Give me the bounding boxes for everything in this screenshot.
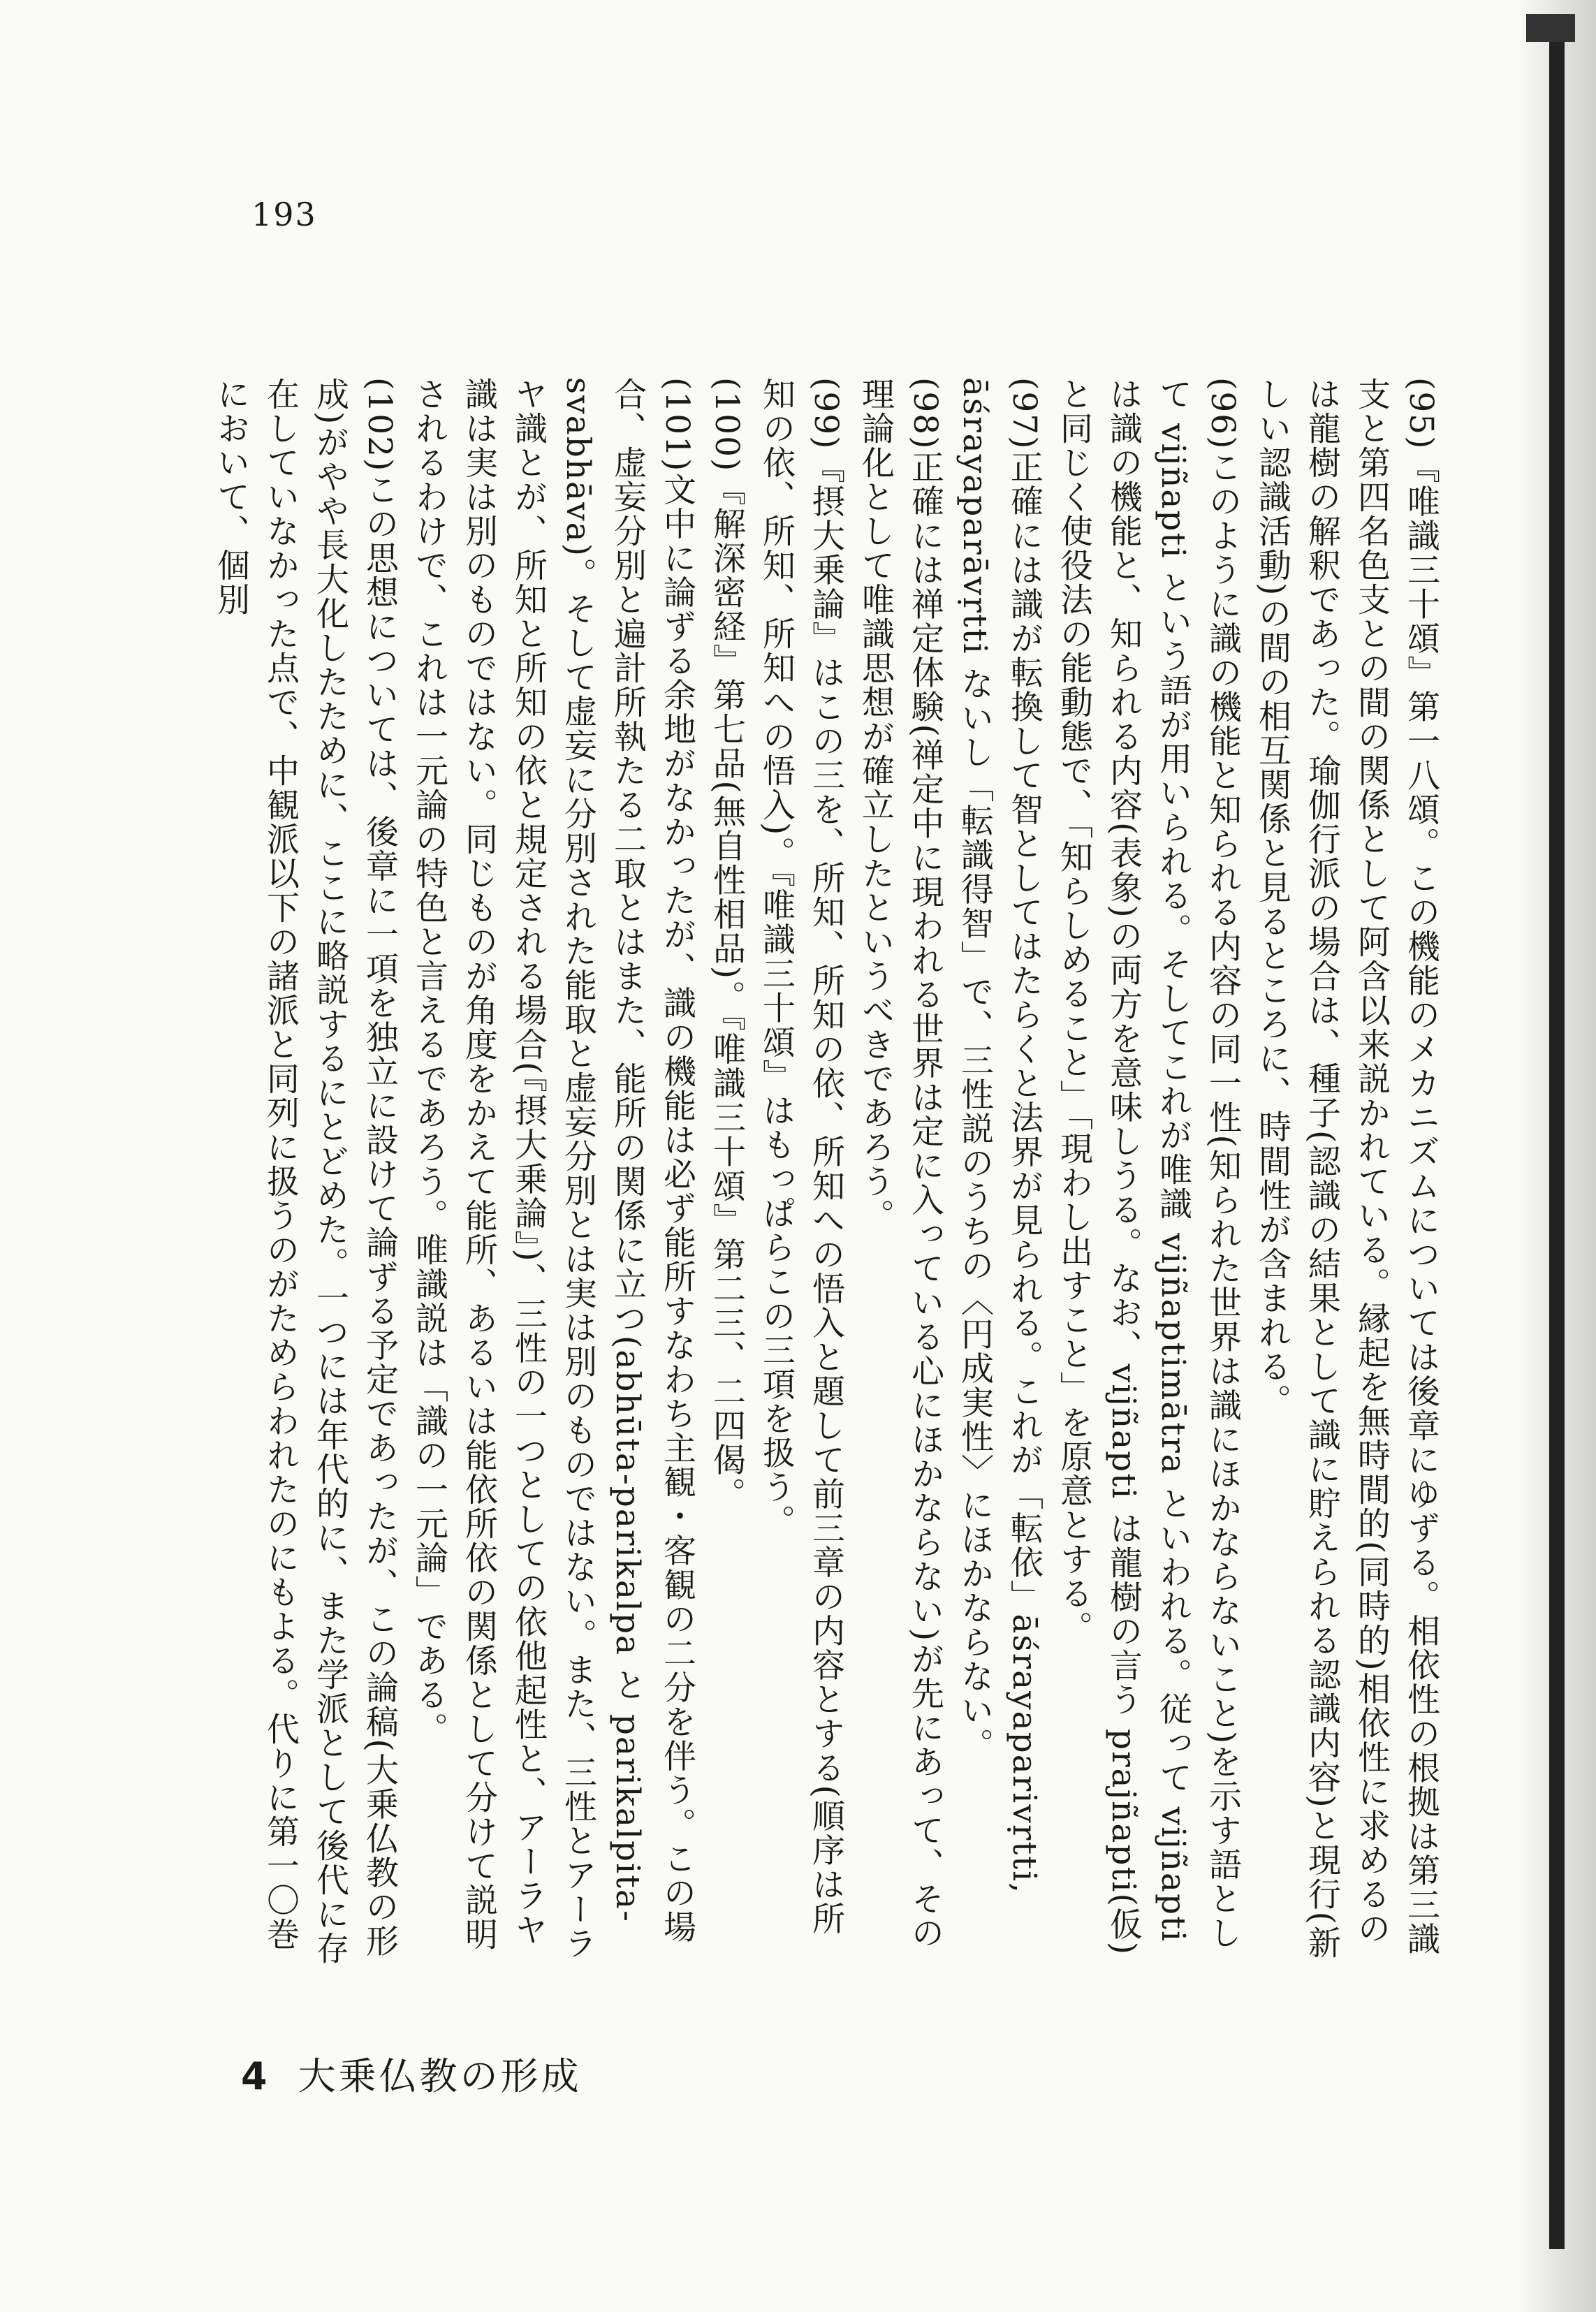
note-number: (97) (1005, 377, 1044, 451)
note-text: 『摂大乗論』はこの三を、所知、所知の依、所知への悟入と題して前三章の内容とする(順序は所知の依、所知、所知への悟入)。『唯識三十頌』はもっぱらこの三項を扱う。 (757, 377, 845, 1936)
book-spine-edge (1519, 0, 1596, 2312)
note-text: このように識の機能と知られる内容の同一性(知られた世界は識にほかならないこと)を示す語として vijñapti という語が用いられる。そしてこれが唯識 vijñaptimātra といわれる。従って vijñapti は識の機能と、知られる内容(表象)の両方を意味しうる。なお、vijñapti は龍樹の言う prajñapti(仮)と同じく使役法の能動態で、「知らしめること」「現わし出すこと」を原意とする。 (1055, 377, 1242, 1956)
note-number: (96) (1203, 377, 1242, 451)
note-text: 『解深密経』第七品(無自性相品)。『唯識三十頌』第二三、二四偈。 (708, 472, 746, 1512)
endnote-99 (752, 377, 851, 1970)
note-number: (99) (807, 377, 845, 451)
endnote-102 (210, 377, 404, 1970)
endnote-96 (1049, 377, 1247, 1970)
endnote-95 (1247, 377, 1446, 1970)
note-text: 正確には禅定体験(禅定中に現われる世界は定に入っている心にほかならない)が先にあって、その理論化として唯識思想が確立したというべきであろう。 (856, 377, 944, 1951)
endnote-100 (702, 377, 752, 1970)
note-text: 『唯識三十頌』第一八頌。この機能のメカニズムについては後章にゆずる。相依性の根拠は第三識支と第四名色支との間の関係として阿含以来説かれている。縁起を無時間的(同時的)相依性に求めるのは龍樹の解釈であった。瑜伽行派の場合は、種子(認識の結果として識に貯えられる認識内容)と現行(新しい認識活動)の間の相互関係と見るところに、時間性が含まれる。 (1253, 377, 1440, 1961)
chapter-title: 大乗仏教の形成 (298, 2054, 582, 2098)
note-number: (95) (1402, 377, 1440, 451)
note-number: (98) (906, 377, 944, 451)
note-text: 文中に論ずる余地がなかったが、識の機能は必ず能所すなわち主観・客観の二分を伴う。この場合、虚妄分別と遍計所執たる二取とはまた、能所の関係に立つ(abhūta-parikalpa と parikalpita-svabhāva)。そして虚妄に分別された能取と虚妄分別とは実は別のものではない。また、三性とアーラヤ識とが、所知と所知の依と規定される場合(『摂大乗論』)、三性の一つとしての依他起性と、アーラヤ識は実は別のものではない。同じものが角度をかえて能所、あるいは能依所依の関係として分けて説明されるわけで、これは一元論の特色と言えるであろう。唯識説は「識の一元論」である。 (410, 377, 696, 1961)
running-footer (241, 2047, 582, 2100)
page-number: 193 (251, 196, 317, 233)
note-text: この思想については、後章に一項を独立に設けて論ずる予定であったが、この論稿(大乗仏教の形成)がやや長大化したために、ここに略説するにとどめた。一つには年代的に、また学派として後代に存在していなかった点で、中観派以下の諸派と同列に扱うのがためらわれたのにもよる。代りに第一〇巻において、個別 (212, 377, 399, 1966)
note-text: 正確には識が転換して智としてはたらくと法界が見られる。これが「転依」āśrayaparivṛtti, āśrayaparāvṛtti ないし「転識得智」で、三性説のうちの〈円成実性〉にほかならない。 (956, 377, 1044, 1895)
chapter-number: 4 (241, 2054, 270, 2098)
note-number: (102) (360, 377, 399, 473)
endnote-97 (950, 377, 1049, 1970)
note-number: (100) (708, 377, 746, 473)
note-number: (101) (658, 377, 696, 473)
endnote-98 (851, 377, 950, 1970)
spine-cap (1526, 14, 1575, 42)
spine-shadow-bar (1549, 14, 1565, 2249)
endnote-101 (404, 377, 702, 1970)
endnotes (210, 377, 1446, 1970)
